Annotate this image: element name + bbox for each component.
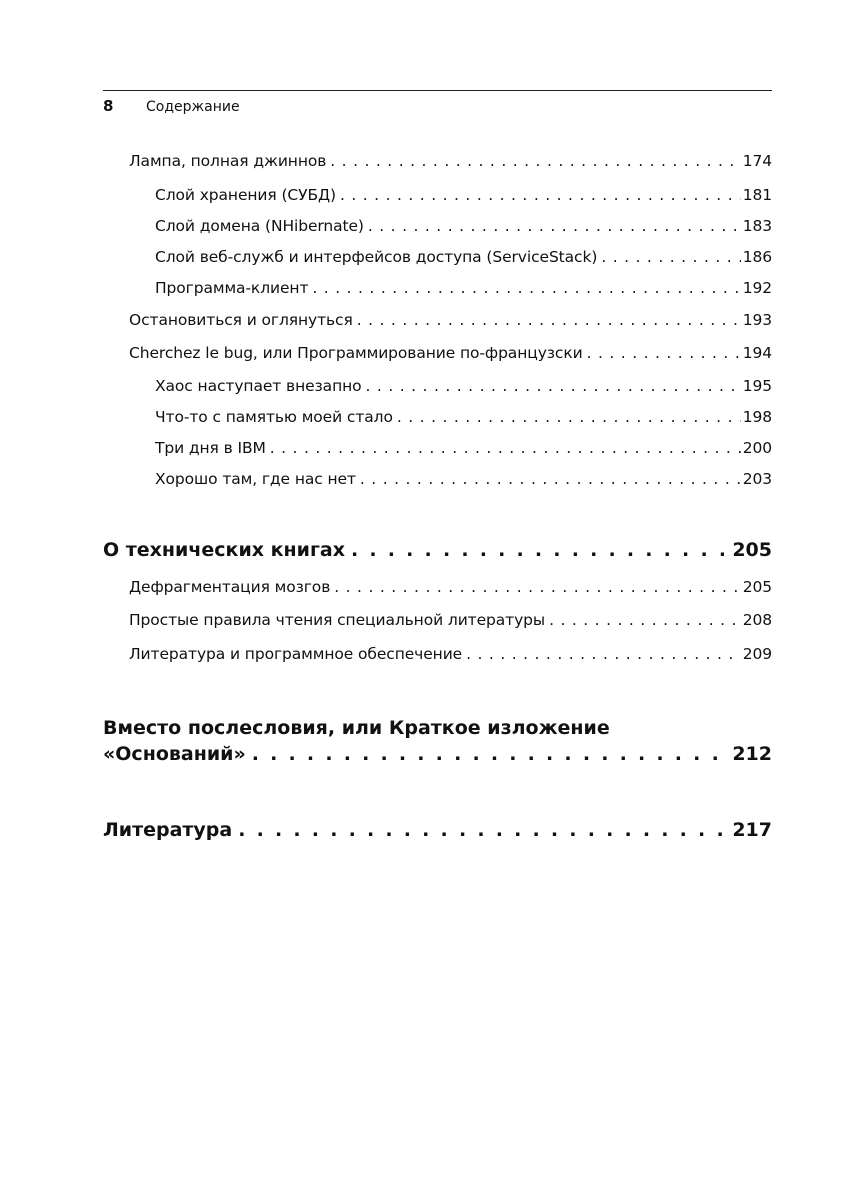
toc-entry-three-days-ibm[interactable] <box>155 437 772 459</box>
toc-entry-domain-layer[interactable] <box>155 215 772 237</box>
toc-entry-page: 186 <box>742 248 772 266</box>
toc-entry-title: Слой хранения (СУБД) <box>155 186 336 204</box>
toc-chapter-afterword[interactable] <box>103 741 772 767</box>
toc-entry-storage-layer[interactable] <box>155 184 772 206</box>
toc-entry-client-program[interactable] <box>155 277 772 299</box>
dot-leader <box>360 468 741 490</box>
toc-chapter-page: 212 <box>732 743 772 765</box>
toc-entry-literature-software[interactable] <box>129 643 772 665</box>
dot-leader <box>340 184 741 206</box>
toc-entry-page: 181 <box>742 186 772 204</box>
toc-entry-chaos[interactable] <box>155 375 772 397</box>
toc-chapter-literature[interactable] <box>103 817 772 843</box>
dot-leader <box>270 437 741 459</box>
toc-entry-memory[interactable] <box>155 406 772 428</box>
toc-entry-title: Хаос наступает внезапно <box>155 377 362 395</box>
toc-entry-page: 198 <box>742 408 772 426</box>
toc-entry-page: 200 <box>742 439 772 457</box>
toc-entry-page: 194 <box>742 344 772 362</box>
toc-entry-title: Остановиться и оглянуться <box>129 311 353 329</box>
dot-leader <box>549 609 741 631</box>
toc-entry-reading-rules[interactable] <box>129 609 772 631</box>
dot-leader <box>587 342 741 364</box>
dot-leader <box>351 537 724 563</box>
toc-entry-page: 205 <box>742 578 772 596</box>
toc-entry-title: Cherchez le bug, или Программирование по-французски <box>129 344 583 362</box>
dot-leader <box>330 150 740 172</box>
toc-entry-page: 174 <box>742 152 772 170</box>
running-title: Содержание <box>146 99 240 115</box>
header-rule <box>103 90 772 91</box>
toc-entry-page: 193 <box>742 311 772 329</box>
toc-entry-page: 209 <box>742 645 772 663</box>
page-number: 8 <box>103 97 114 115</box>
toc-entry-title: Слой веб-служб и интерфейсов доступа (ServiceStack) <box>155 248 598 266</box>
dot-leader <box>252 741 725 767</box>
toc-chapter-afterword-line1[interactable]: Вместо послесловия, или Краткое изложение <box>103 717 610 739</box>
toc-entry-web-services-layer[interactable] <box>155 246 772 268</box>
toc-chapter-title: Литература <box>103 819 233 841</box>
toc-entry-stop-and-look[interactable] <box>129 309 772 331</box>
toc-entry-good-where-not[interactable] <box>155 468 772 490</box>
toc-chapter-title: О технических книгах <box>103 539 345 561</box>
toc-entry-title: Литература и программное обеспечение <box>129 645 463 663</box>
toc-entry-title: Простые правила чтения специальной литературы <box>129 611 546 629</box>
dot-leader <box>601 246 740 268</box>
dot-leader <box>397 406 741 428</box>
toc-chapter-title: «Оснований» <box>103 743 246 765</box>
dot-leader <box>334 576 740 598</box>
dot-leader <box>368 215 741 237</box>
toc-chapter-page: 217 <box>732 819 772 841</box>
toc-chapter-page: 205 <box>732 539 772 561</box>
toc-entry-page: 208 <box>742 611 772 629</box>
toc-entry-page: 203 <box>742 470 772 488</box>
toc-entry-page: 195 <box>742 377 772 395</box>
toc-entry-title: Что-то с памятью моей стало <box>155 408 393 426</box>
toc-entry-page: 192 <box>742 279 772 297</box>
dot-leader <box>238 817 724 843</box>
toc-entry-title: Слой домена (NHibernate) <box>155 217 364 235</box>
toc-entry-cherchez-le-bug[interactable] <box>129 342 772 364</box>
dot-leader <box>357 309 741 331</box>
toc-entry-page: 183 <box>742 217 772 235</box>
toc-entry-title: Программа-клиент <box>155 279 309 297</box>
toc-entry-title: Три дня в IBM <box>155 439 266 457</box>
toc-chapter-tech-books[interactable] <box>103 537 772 563</box>
dot-leader <box>312 277 740 299</box>
toc-entry-lampa[interactable] <box>129 150 772 172</box>
dot-leader <box>366 375 741 397</box>
toc-entry-defragmentation[interactable] <box>129 576 772 598</box>
dot-leader <box>466 643 741 665</box>
toc-entry-title: Лампа, полная джиннов <box>129 152 327 170</box>
toc-entry-title: Хорошо там, где нас нет <box>155 470 356 488</box>
toc-entry-title: Дефрагментация мозгов <box>129 578 331 596</box>
